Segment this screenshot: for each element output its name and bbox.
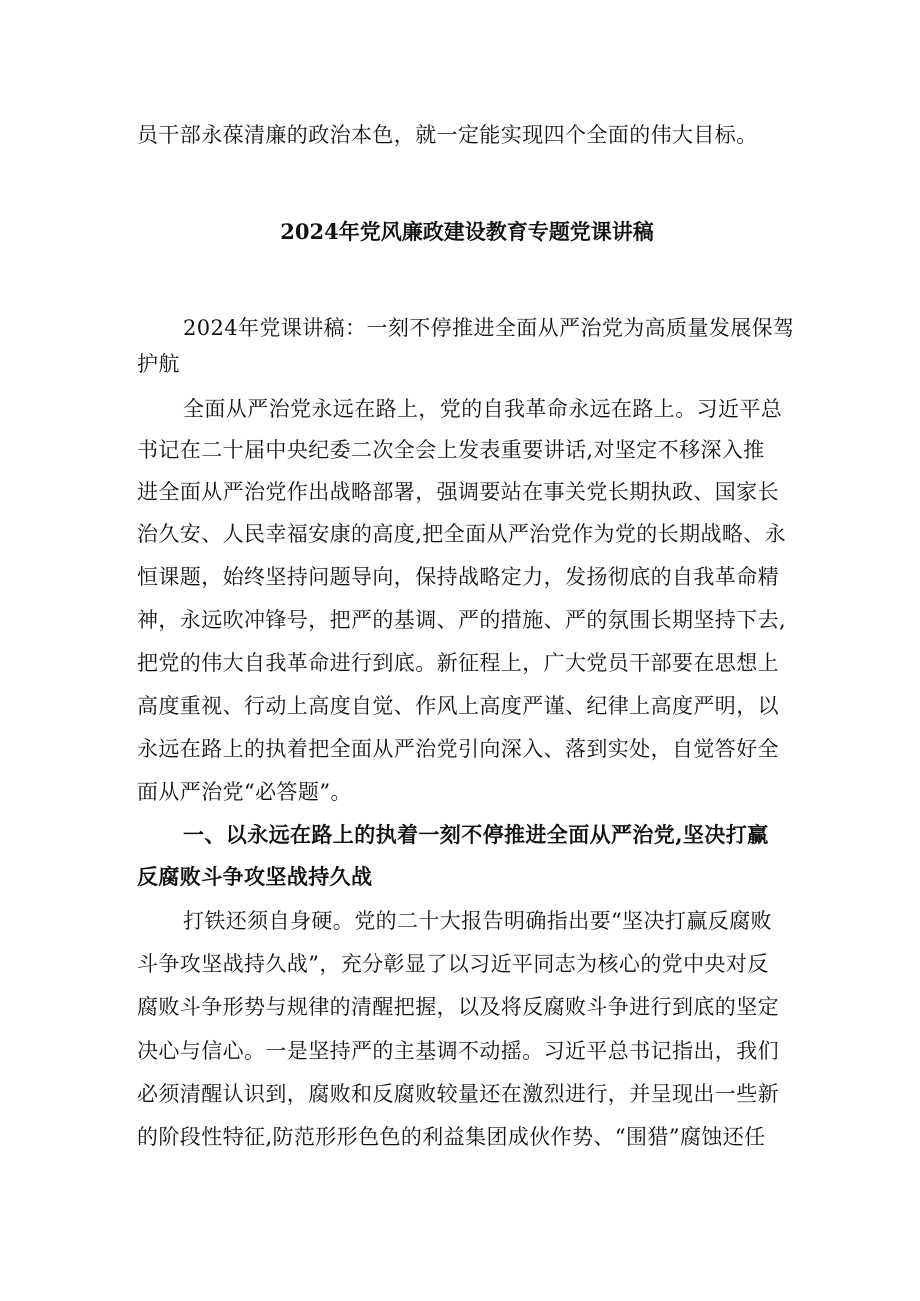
paragraph-line: 神，永远吹冲锋号，把严的基调、严的措施、严的氛围长期坚持下去,: [137, 608, 787, 632]
paragraph-line: 腐败斗争形势与规律的清醒把握，以及将反腐败斗争进行到底的坚定: [137, 995, 779, 1019]
paragraph-line: 把党的伟大自我革命进行到底。新征程上，广大党员干部要在思想上: [137, 651, 779, 675]
section-heading-line: 反腐败斗争攻坚战持久战: [137, 864, 373, 889]
carryover-line: 员干部永葆清廉的政治本色，就一定能实现四个全面的伟大目标。: [137, 123, 758, 147]
paragraph-line: 决心与信心。一是坚持严的主基调不动摇。习近平总书记指出，我们: [137, 1039, 779, 1063]
paragraph-line: 全面从严治党永远在路上，党的自我革命永远在路上。习近平总: [183, 397, 783, 421]
paragraph-line: 书记在二十届中央纪委二次全会上发表重要讲话,对坚定不移深入推: [137, 438, 765, 462]
paragraph-line: 面从严治党“必答题”。: [137, 780, 352, 804]
paragraph-line: 打铁还须自身硬。党的二十大报告明确指出要“坚决打赢反腐败: [183, 909, 772, 933]
paragraph-line: 进全面从严治党作出战略部署，强调要站在事关党长期执政、国家长: [137, 480, 779, 504]
paragraph-line: 治久安、人民幸福安康的高度,把全面从严治党作为党的长期战略、永: [137, 522, 787, 546]
paragraph-line: 恒课题，始终坚持问题导向，保持战略定力，发扬彻底的自我革命精: [137, 565, 779, 589]
subtitle-line: 护航: [137, 352, 180, 376]
section-heading-line: 一、以永远在路上的执着一刻不停推进全面从严治党,坚决打赢: [183, 822, 769, 847]
paragraph-line: 必须清醒认识到，腐败和反腐败较量还在激烈进行，并呈现出一些新: [137, 1082, 779, 1106]
paragraph-line: 斗争攻坚战持久战”，充分彰显了以习近平同志为核心的党中央对反: [137, 952, 769, 976]
paragraph-line: 高度重视、行动上高度自觉、作风上高度严谨、纪律上高度严明，以: [137, 694, 779, 718]
subtitle-line: 2024年党课讲稿：一刻不停推进全面从严治党为高质量发展保驾: [183, 316, 795, 340]
paragraph-line: 永远在路上的执着把全面从严治党引向深入、落到实处，自觉答好全: [137, 737, 779, 761]
paragraph-line: 的阶段性特征,防范形形色色的利益集团成伙作势、“围猎”腐蚀还任: [137, 1125, 766, 1149]
document-title: 2024年党风廉政建设教育专题党课讲稿: [280, 219, 654, 244]
